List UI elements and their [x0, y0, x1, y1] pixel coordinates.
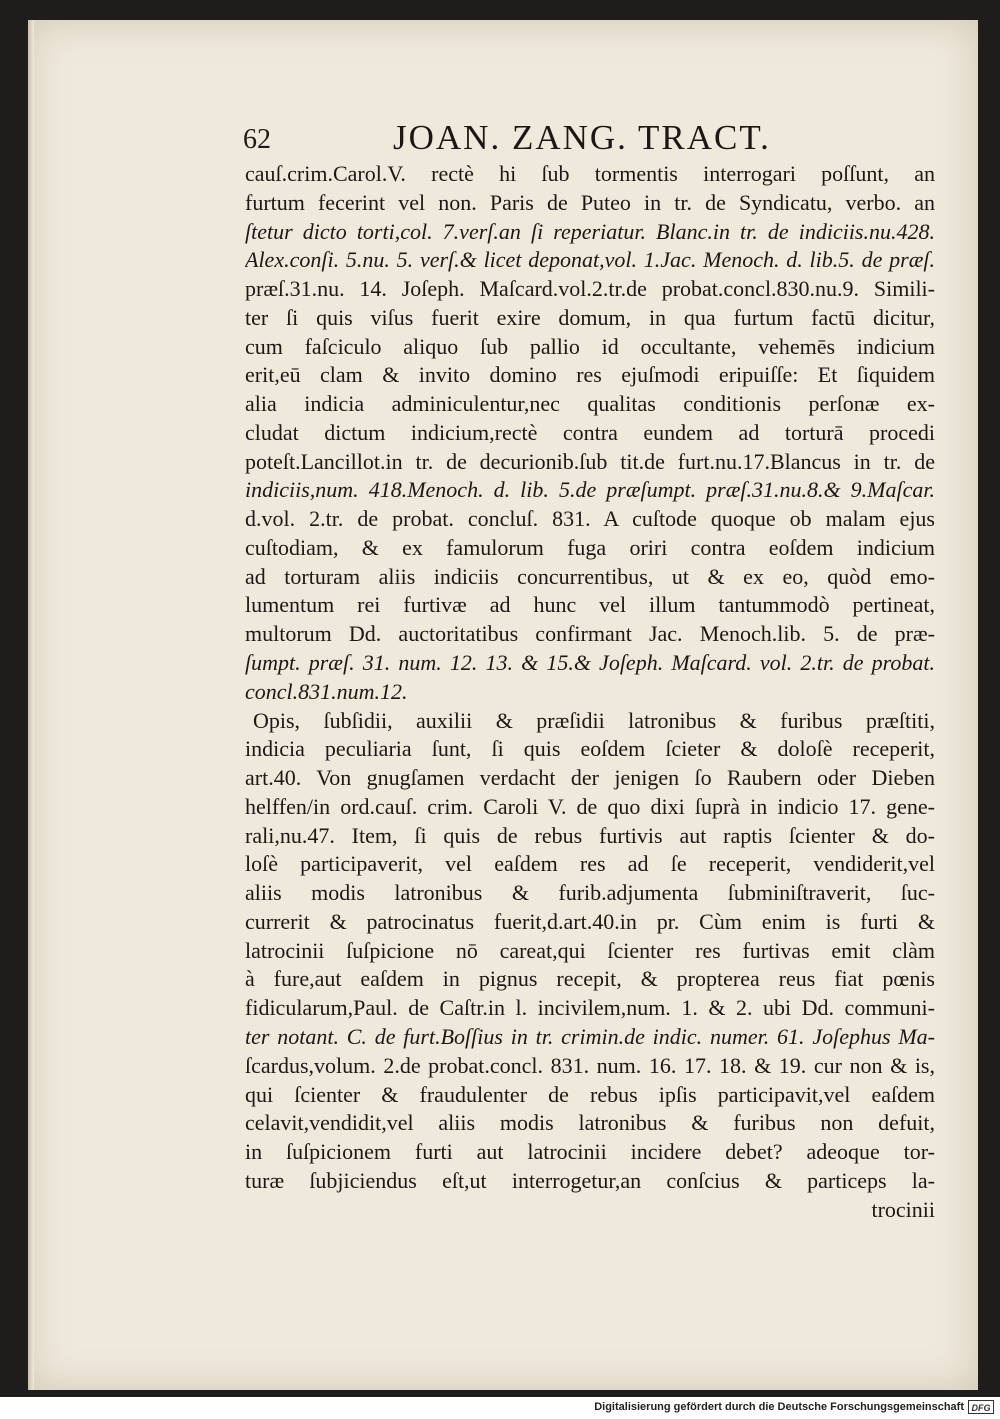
text-line: concl.831.num.12. [245, 678, 408, 704]
text-line: turæ ſubjiciendus eſt,ut interrogetur,an conſcius & particeps la- [245, 1167, 935, 1193]
text-line: in ſuſpicionem furti aut latrocinii incidere debet? adeoque tor- [245, 1139, 935, 1165]
text-line: cuſtodiam, & ex famulorum fuga oriri contra eoſdem indicium [245, 534, 935, 560]
text-line: qui ſcienter & fraudulenter de rebus ipſis participavit,vel eaſdem [245, 1081, 935, 1107]
page-header [243, 118, 943, 158]
catchword: trocinii [871, 1196, 935, 1222]
text-line: à fure,aut eaſdem in pignus recepit, & propterea reus fiat pœnis [245, 966, 935, 992]
page-gutter-shadow [28, 20, 34, 1390]
text-line: multorum Dd. auctoritatibus confirmant Jac. Menoch.lib. 5. de præ- [245, 621, 935, 647]
text-line: helffen/in ord.cauſ. crim. Caroli V. de quo dixi ſuprà in indicio 17. gene- [245, 793, 935, 819]
text-line: art.40. Von gnugſamen verdacht der jenigen ſo Raubern oder Dieben [245, 765, 935, 791]
text-line: ſumpt. præſ. 31. num. 12. 13. & 15.& Joſeph. Maſcard. vol. 2.tr. de probat. [245, 650, 935, 676]
funding-credit: Digitalisierung gefördert durch die Deutsche Forschungsgemeinschaft [594, 1401, 964, 1413]
text-line: cludat dictum indicium,rectè contra eundem ad torturā procedi [245, 419, 935, 445]
dfg-logo-icon: DFG [968, 1400, 994, 1414]
text-line: loſè participaverit, vel eaſdem res ad ſe receperit, vendiderit,vel [245, 851, 935, 877]
text-line: ſcardus,volum. 2.de probat.concl. 831. num. 16. 17. 18. & 19. cur non & is, [245, 1052, 935, 1078]
text-line: indiciis,num. 418.Menoch. d. lib. 5.de præſumpt. præſ.31.nu.8.& 9.Maſcar. [245, 477, 935, 503]
text-line: ad torturam aliis indiciis concurrentibus, ut & ex eo, quòd emo- [245, 563, 935, 589]
text-line: currerit & patrocinatus fuerit,d.art.40.in pr. Cùm enim is furti & [245, 908, 935, 934]
text-line: indicia peculiaria ſunt, ſi quis eoſdem ſcieter & doloſè receperit, [245, 736, 935, 762]
text-line: lumentum rei furtivæ ad hunc vel illum tantummodò pertineat, [245, 592, 935, 618]
text-line: aliis modis latronibus & furib.adjumenta ſubminiſtraverit, ſuc- [245, 880, 935, 906]
text-line: latrocinii ſuſpicione nō careat,qui ſcienter res furtivas emit clàm [245, 937, 935, 963]
text-line: cum faſciculo aliquo ſub pallio id occultante, vehemēs indicium [245, 333, 935, 359]
text-line: erit,eū clam & invito domino res ejuſmodi eripuiſſe: Et ſiquidem [245, 362, 935, 388]
text-line: d.vol. 2.tr. de probat. concluſ. 831. A cuſtode quoque ob malam ejus [245, 506, 935, 532]
text-line: alia indicia adminiculentur,nec qualitas conditionis perſonæ ex- [245, 391, 935, 417]
text-line: celavit,vendidit,vel aliis modis latronibus & furibus non defuit, [245, 1110, 935, 1136]
footer-bar [0, 1397, 1000, 1419]
text-line: ter ſi quis viſus fuerit exire domum, in qua furtum factū dicitur, [245, 304, 935, 330]
running-title: JOAN. ZANG. TRACT. [393, 118, 771, 157]
text-line: poteſt.Lancillot.in tr. de decurionib.ſub tit.de furt.nu.17.Blancus in tr. de [245, 448, 935, 474]
text-line: rali,nu.47. Item, ſi quis de rebus furtivis aut raptis ſcienter & do- [245, 822, 935, 848]
text-line: Opis, ſubſidii, auxilii & præſidii latronibus & furibus præſtiti, [253, 707, 935, 733]
text-line: ter notant. C. de furt.Boſſius in tr. crimin.de indic. numer. 61. Joſephus Ma- [245, 1023, 935, 1049]
text-line: ſtetur dicto torti,col. 7.verſ.an ſi reperiatur. Blanc.in tr. de indiciis.nu.428. [245, 218, 935, 244]
body-text [245, 160, 935, 1224]
text-line: fidicularum,Paul. de Caſtr.in l. incivilem,num. 1. & 2. ubi Dd. communi- [245, 995, 935, 1021]
page-number: 62 [243, 124, 271, 155]
text-line: furtum fecerint vel non. Paris de Puteo in tr. de Syndicatu, verbo. an [245, 189, 935, 215]
text-line: cauſ.crim.Carol.V. rectè hi ſub tormentis interrogari poſſunt, an [245, 161, 935, 186]
text-line: Alex.conſi. 5.nu. 5. verſ.& licet deponat,vol. 1.Jac. Menoch. d. lib.5. de præſ. [245, 247, 935, 273]
text-line: præſ.31.nu. 14. Joſeph. Maſcard.vol.2.tr.de probat.concl.830.nu.9. Simili- [245, 276, 935, 302]
